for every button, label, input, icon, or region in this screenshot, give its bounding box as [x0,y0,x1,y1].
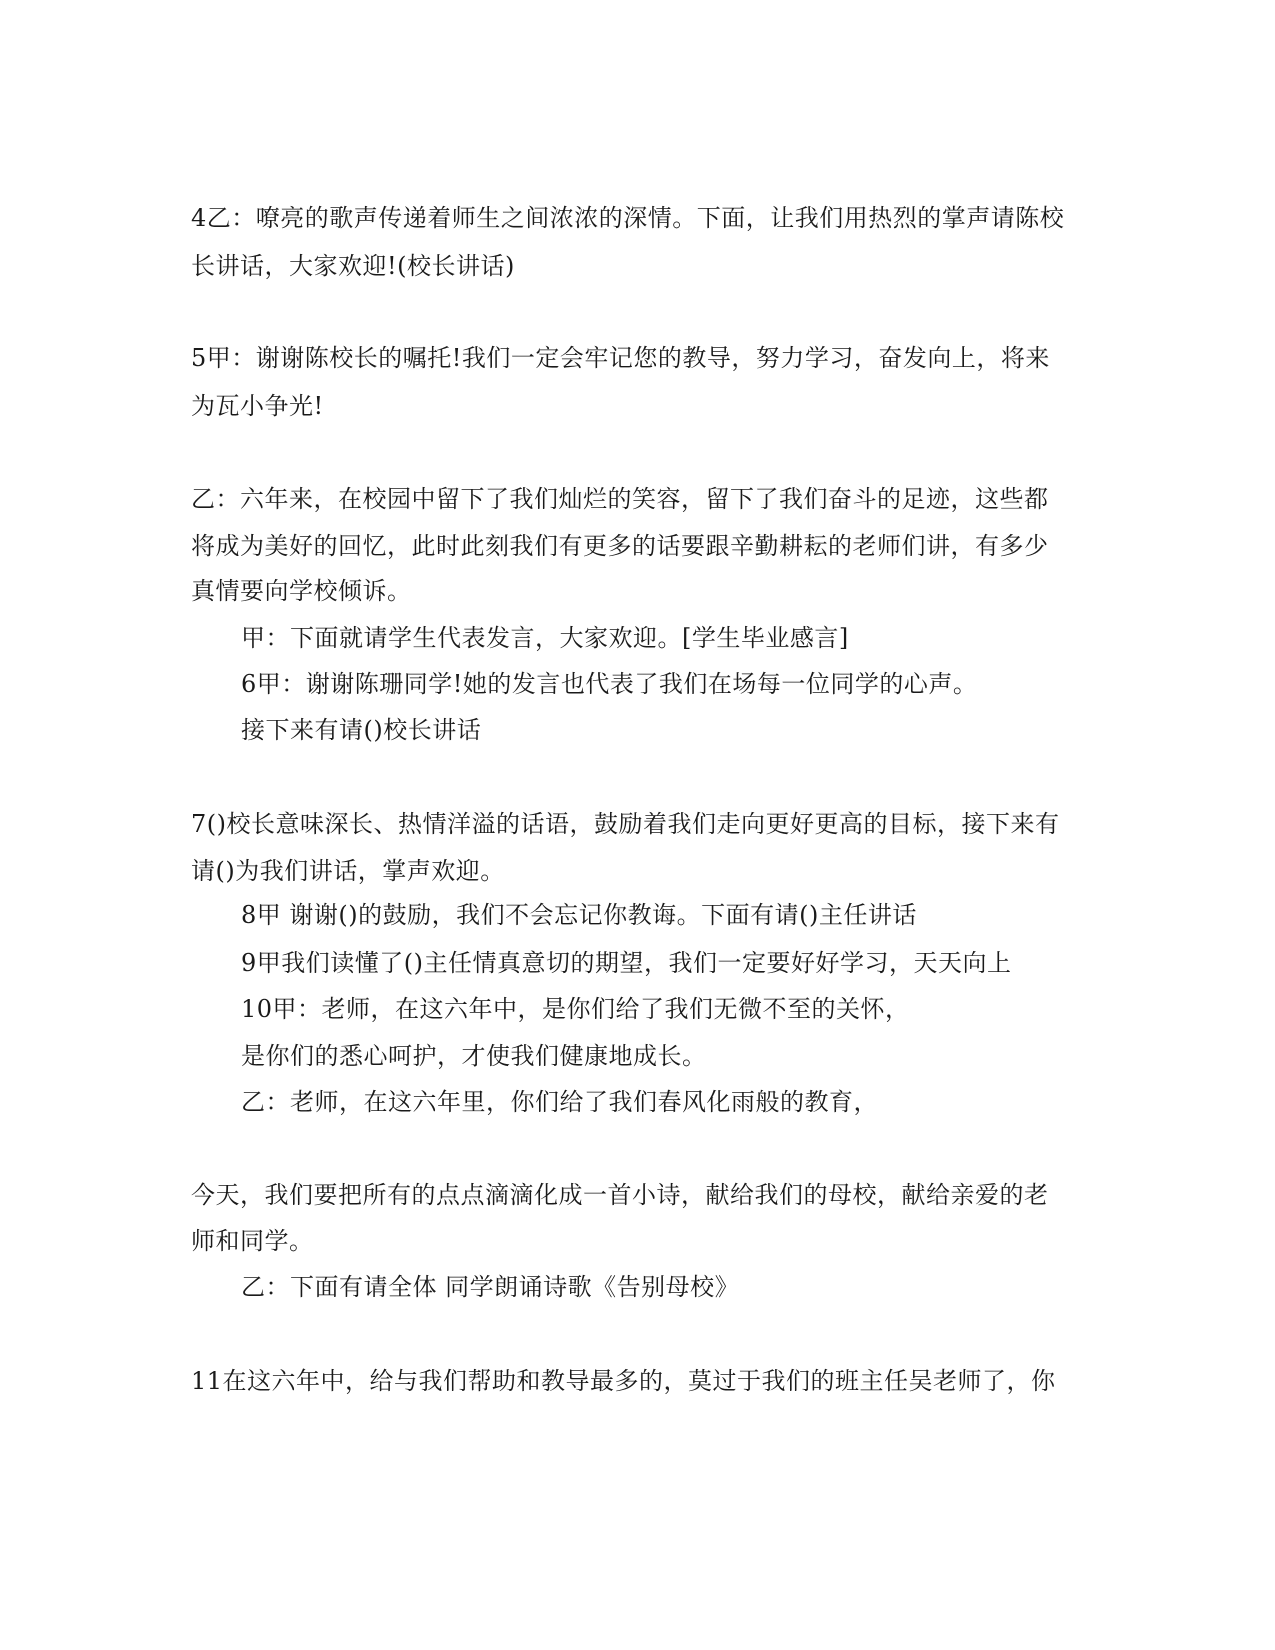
text-line: 请()为我们讲话，掌声欢迎。 [191,857,505,885]
text-line: 为瓦小争光! [191,392,324,420]
text-line: 甲：下面就请学生代表发言，大家欢迎。[学生毕业感言] [241,624,849,652]
text-line: 6甲：谢谢陈珊同学!她的发言也代表了我们在场每一位同学的心声。 [241,670,978,698]
text-line: 乙：老师，在这六年里，你们给了我们春风化雨般的教育， [241,1088,878,1116]
text-line: 7()校长意味深长、热情洋溢的话语，鼓励着我们走向更好更高的目标，接下来有 [191,810,1060,838]
text-line: 师和同学。 [191,1227,314,1255]
text-line: 是你们的悉心呵护，才使我们健康地成长。 [241,1042,707,1070]
text-line: 乙：六年来，在校园中留下了我们灿烂的笑容，留下了我们奋斗的足迹，这些都 [191,485,1049,513]
text-line: 真情要向学校倾诉。 [191,577,412,605]
text-line: 9甲我们读懂了()主任情真意切的期望，我们一定要好好学习，天天向上 [241,949,1012,977]
text-line: 乙：下面有请全体 同学朗诵诗歌《告别母校》 [241,1273,740,1301]
text-line: 今天，我们要把所有的点点滴滴化成一首小诗，献给我们的母校，献给亲爱的老 [191,1181,1049,1209]
text-line: 长讲话，大家欢迎!(校长讲话) [191,252,515,280]
text-line: 5甲：谢谢陈校长的嘱托!我们一定会牢记您的教导，努力学习，奋发向上，将来 [191,344,1050,372]
text-line: 10甲：老师，在这六年中，是你们给了我们无微不至的关怀， [241,995,910,1023]
text-line: 接下来有请()校长讲话 [241,716,482,744]
text-line: 4乙：嘹亮的歌声传递着师生之间浓浓的深情。下面，让我们用热烈的掌声请陈校 [191,204,1065,232]
text-line: 8甲 谢谢()的鼓励，我们不会忘记你教诲。下面有请()主任讲话 [241,901,917,929]
text-line: 11在这六年中，给与我们帮助和教导最多的，莫过于我们的班主任吴老师了，你 [191,1367,1056,1395]
text-line: 将成为美好的回忆，此时此刻我们有更多的话要跟辛勤耕耘的老师们讲，有多少 [191,532,1049,560]
